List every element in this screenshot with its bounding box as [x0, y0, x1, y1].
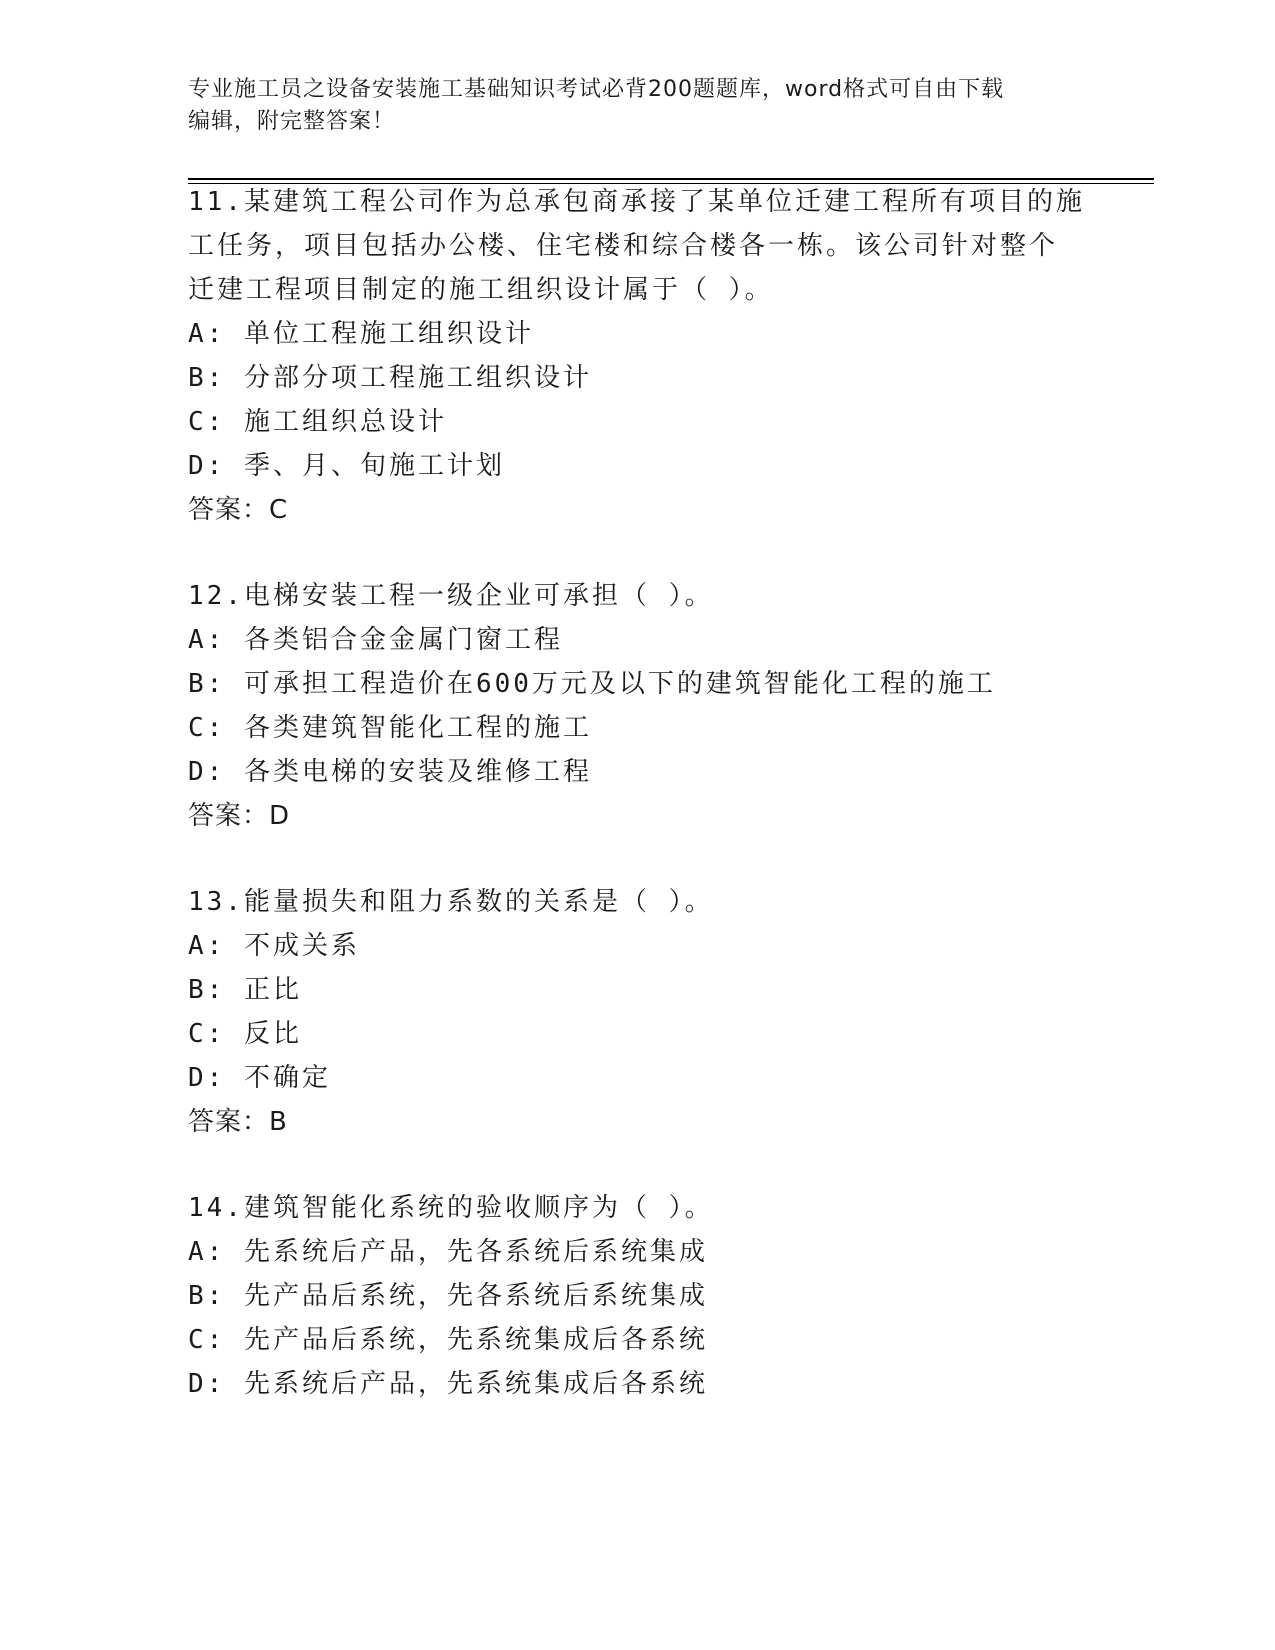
option-d: D: 季、月、旬施工计划	[188, 451, 505, 481]
question-stem-line: 12.电梯安装工程一级企业可承担（ ）。	[188, 581, 714, 611]
header-divider-thin	[188, 183, 1154, 184]
option-a: A: 先系统后产品，先各系统后系统集成	[188, 1237, 708, 1267]
option-c: C: 施工组织总设计	[188, 407, 447, 437]
option-c: C: 各类建筑智能化工程的施工	[188, 713, 592, 743]
option-d: D: 先系统后产品，先系统集成后各系统	[188, 1369, 708, 1399]
option-a: A: 不成关系	[188, 931, 360, 961]
answer: 答案：C	[188, 495, 289, 525]
option-a: A: 各类铝合金金属门窗工程	[188, 625, 563, 655]
header-line-2: 编辑，附完整答案！	[188, 109, 396, 134]
option-c: C: 先产品后系统，先系统集成后各系统	[188, 1325, 708, 1355]
option-c: C: 反比	[188, 1019, 302, 1049]
answer: 答案：B	[188, 1107, 288, 1137]
option-a: A: 单位工程施工组织设计	[188, 319, 534, 349]
option-b: B: 可承担工程造价在600万元及以下的建筑智能化工程的施工	[188, 669, 996, 699]
option-d: D: 不确定	[188, 1063, 331, 1093]
question-stem-line: 13.能量损失和阻力系数的关系是（ ）。	[188, 887, 714, 917]
option-b: B: 先产品后系统，先各系统后系统集成	[188, 1281, 708, 1311]
question-stem-line: 迁建工程项目制定的施工组织设计属于（ ）。	[188, 275, 774, 305]
question-stem-line: 工任务，项目包括办公楼、住宅楼和综合楼各一栋。该公司针对整个	[188, 231, 1059, 261]
header-line-1: 专业施工员之设备安装施工基础知识考试必背200题题库，word格式可自由下载	[188, 77, 1005, 102]
option-d: D: 各类电梯的安装及维修工程	[188, 757, 592, 787]
option-b: B: 分部分项工程施工组织设计	[188, 363, 592, 393]
question-stem-line: 11.某建筑工程公司作为总承包商承接了某单位迁建工程所有项目的施	[188, 187, 1085, 217]
answer: 答案：D	[188, 801, 291, 831]
question-stem-line: 14.建筑智能化系统的验收顺序为（ ）。	[188, 1193, 714, 1223]
document-header	[188, 74, 1088, 138]
option-b: B: 正比	[188, 975, 302, 1005]
header-divider-thick	[188, 178, 1154, 180]
